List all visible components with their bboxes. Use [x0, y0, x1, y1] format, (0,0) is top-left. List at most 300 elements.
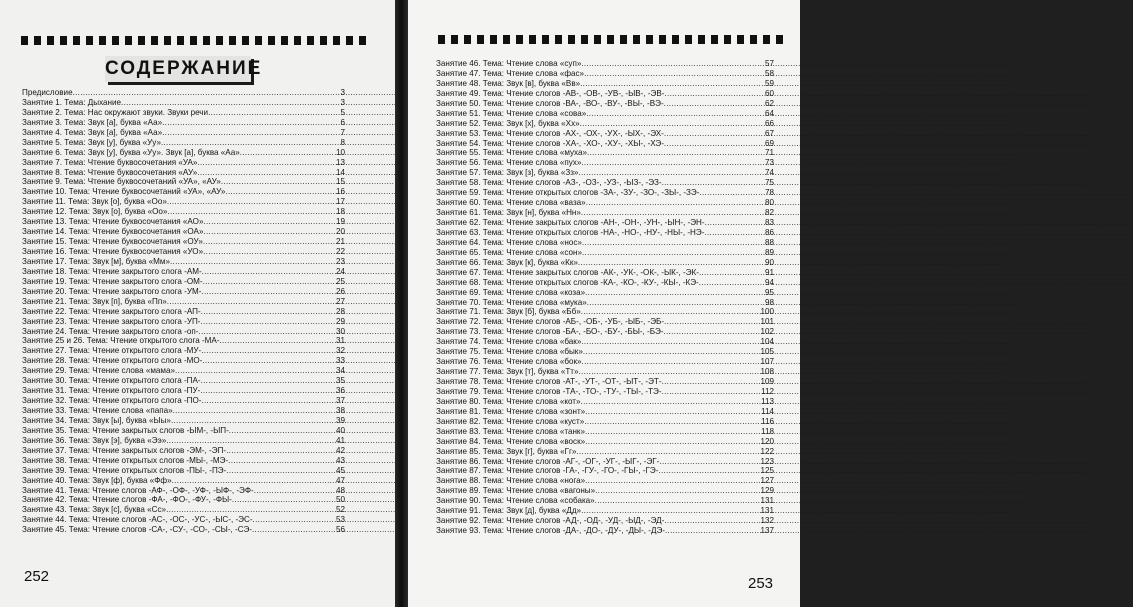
toc-entry-title: Занятие 29. Тема: Чтение слова «мама» — [22, 366, 175, 376]
toc-entry — [436, 298, 774, 308]
toc-entry — [436, 347, 774, 357]
toc-entry-page: 45 — [335, 465, 345, 475]
toc-entry-page: 71 — [764, 148, 774, 158]
toc-entry — [22, 197, 345, 207]
dot-leader — [705, 218, 765, 228]
toc-entry — [436, 268, 774, 278]
toc-entry — [22, 456, 345, 466]
dot-leader — [586, 198, 765, 208]
toc-entry-page: 35 — [335, 376, 345, 386]
toc-entry-page: 41 — [335, 435, 345, 445]
right-page — [408, 0, 800, 607]
toc-entry — [436, 89, 774, 99]
dot-leader — [581, 208, 765, 218]
dot-leader — [581, 158, 765, 168]
dot-leader — [585, 288, 765, 298]
toc-entry-title: Занятие 24. Тема: Чтение закрытого слога -оп- — [22, 326, 199, 336]
toc-entry-page: 86 — [764, 227, 774, 237]
dot-leader — [595, 496, 761, 506]
toc-entry-title: Занятие 78. Тема: Чтение слогов -АТ-, -УТ-, -ОТ-, -ЫТ-, -ЭТ- — [436, 377, 662, 386]
dot-leader — [704, 228, 765, 238]
dot-leader — [662, 178, 765, 188]
dot-leader — [167, 197, 336, 207]
toc-entry-title: Занятие 51. Тема: Чтение слова «сова» — [436, 108, 587, 118]
toc-entry-page: 137 — [760, 526, 774, 536]
dot-leader — [581, 337, 760, 347]
toc-entry-title: Занятие 86. Тема: Чтение слогов -АГ-, -ОГ-, -УГ-, -ЫГ-, -ЭГ- — [436, 456, 660, 466]
toc-entry — [22, 346, 345, 356]
toc-entry-title: Занятие 76. Тема: Чтение слова «бок» — [436, 357, 582, 367]
toc-entry — [436, 288, 774, 298]
toc-entry-page: 53 — [335, 515, 345, 525]
toc-entry — [22, 366, 345, 376]
toc-entry — [22, 277, 345, 287]
toc-entry-page: 26 — [335, 286, 345, 296]
dot-leader — [173, 406, 336, 416]
toc-entry — [436, 417, 774, 427]
toc-entry-page: 3 — [340, 88, 345, 97]
toc-entry-page: 131 — [760, 496, 774, 506]
toc-entry-page: 19 — [335, 217, 345, 227]
toc-entry-title: Занятие 35. Тема: Чтение закрытых слогов -ЫМ-, -ЫП- — [22, 425, 229, 435]
toc-entry-title: Занятие 18. Тема: Чтение закрытого слога -АМ- — [22, 266, 202, 276]
dot-leader — [161, 138, 341, 148]
toc-entry-page: 105 — [760, 347, 774, 357]
dot-leader — [201, 346, 336, 356]
dot-leader — [201, 287, 336, 297]
toc-entry-page: 59 — [764, 78, 774, 88]
toc-entry — [22, 505, 345, 515]
toc-entry-title: Занятие 83. Тема: Чтение слова «танк» — [436, 426, 585, 436]
toc-entry-title: Занятие 82. Тема: Чтение слова «куст» — [436, 416, 585, 426]
toc-entry-page: 60 — [764, 88, 774, 98]
toc-entry-page: 25 — [335, 276, 345, 286]
toc-entry — [436, 307, 774, 317]
dot-leader — [203, 227, 336, 237]
toc-entry — [436, 119, 774, 129]
toc-entry — [436, 248, 774, 258]
toc-entry — [22, 158, 345, 168]
toc-entry — [436, 337, 774, 347]
toc-entry-title: Занятие 85. Тема: Звук [г], буква «Гг» — [436, 446, 577, 456]
toc-entry — [436, 148, 774, 158]
toc-entry — [436, 59, 774, 69]
toc-entry-title: Занятие 70. Тема: Чтение слова «мука» — [436, 297, 587, 307]
toc-entry-page: 109 — [760, 377, 774, 386]
toc-entry — [22, 307, 345, 317]
dot-leader — [664, 129, 765, 139]
toc-entry — [22, 466, 345, 476]
toc-entry — [22, 287, 345, 297]
toc-entry — [22, 187, 345, 197]
dot-leader — [201, 376, 336, 386]
dot-leader — [581, 397, 762, 407]
dot-leader — [580, 119, 765, 129]
toc-entry-title: Занятие 17. Тема: Звук [м], буква «Мм» — [22, 256, 170, 266]
dot-leader — [664, 99, 765, 109]
dotted-border-top — [438, 35, 783, 44]
toc-entry — [22, 237, 345, 247]
toc-entry — [22, 495, 345, 505]
toc-entry-page: 8 — [340, 137, 345, 147]
toc-entry — [436, 397, 774, 407]
toc-entry-title: Занятие 61. Тема: Звук [н], буква «Нн» — [436, 208, 581, 218]
dot-leader — [198, 327, 336, 337]
toc-entry — [22, 98, 345, 108]
dot-leader — [203, 277, 336, 287]
dotted-border-top — [21, 36, 369, 45]
toc-entry-title: Занятие 5. Тема: Звук [у], буква «Уу» — [22, 137, 161, 147]
toc-entry — [436, 228, 774, 238]
toc-entry-title: Занятие 75. Тема: Чтение слова «бык» — [436, 347, 583, 357]
toc-entry — [436, 447, 774, 457]
toc-entry-page: 100 — [760, 307, 774, 317]
toc-entry — [22, 426, 345, 436]
toc-entry — [22, 138, 345, 148]
toc-entry — [22, 207, 345, 217]
dot-leader — [662, 377, 761, 387]
toc-entry-page: 14 — [335, 167, 345, 177]
toc-entry — [22, 376, 345, 386]
toc-entry — [436, 278, 774, 288]
toc-entry-title: Занятие 52. Тема: Звук [х], буква «Хх» — [436, 118, 580, 128]
toc-entry-page: 48 — [335, 485, 345, 495]
book-gutter — [395, 0, 408, 607]
dot-leader — [699, 268, 765, 278]
toc-entry-page: 5 — [340, 107, 345, 117]
toc-entry-page: 13 — [335, 157, 345, 167]
toc-entry-title: Занятие 38. Тема: Чтение открытых слогов -МЫ-, -МЭ- — [22, 455, 229, 465]
dot-leader — [587, 298, 765, 308]
toc-entry — [22, 88, 345, 98]
toc-entry-page: 129 — [760, 486, 774, 496]
toc-entry — [436, 367, 774, 377]
page-number-left: 252 — [24, 568, 50, 585]
toc-entry-page: 108 — [760, 367, 774, 377]
toc-entry-page: 91 — [764, 267, 774, 277]
toc-entry — [436, 238, 774, 248]
toc-entry-title: Занятие 3. Тема: Звук [а], буква «Аа» — [22, 117, 163, 127]
toc-entry-title: Предисловие — [22, 88, 73, 97]
toc-entry-page: 107 — [760, 357, 774, 367]
toc-entry-title: Занятие 55. Тема: Чтение слова «муха» — [436, 148, 588, 158]
toc-entry-page: 34 — [335, 366, 345, 376]
toc-entry — [436, 516, 774, 526]
dot-leader — [232, 495, 336, 505]
toc-entry-page: 21 — [335, 237, 345, 247]
toc-entry-page: 82 — [764, 208, 774, 218]
toc-entry-title: Занятие 37. Тема: Чтение закрытых слогов -ЭМ-, -ЭП- — [22, 445, 227, 455]
toc-entry — [22, 476, 345, 486]
toc-entry-title: Занятие 13. Тема: Чтение буквосочетания «АО» — [22, 217, 204, 227]
toc-entry-title: Занятие 4. Тема: Звук [а], буква «Аа» — [22, 127, 163, 137]
dot-leader — [586, 109, 765, 119]
toc-entry-title: Занятие 34. Тема: Звук [ы], буква «Ыы» — [22, 415, 171, 425]
toc-entry — [436, 357, 774, 367]
toc-entry-title: Занятие 21. Тема: Звук [п], буква «Пп» — [22, 296, 167, 306]
toc-entry-title: Занятие 93. Тема: Чтение слогов -ДА-, -ДО-, -ДУ-, -ДЫ-, -ДЭ- — [436, 526, 665, 536]
toc-entry-page: 125 — [760, 466, 774, 476]
toc-entry — [436, 178, 774, 188]
toc-entry-page: 10 — [335, 147, 345, 157]
dot-leader — [664, 317, 760, 327]
toc-entry-title: Занятие 84. Тема: Чтение слова «воск» — [436, 436, 586, 446]
toc-entry-title: Занятие 33. Тема: Чтение слова «папа» — [22, 406, 173, 415]
toc-entry-title: Занятие 74. Тема: Чтение слова «бак» — [436, 337, 582, 347]
dot-leader — [226, 466, 336, 476]
toc-entry-title: Занятие 63. Тема: Чтение открытых слогов -НА-, -НО-, -НУ-, -НЫ-, -НЭ- — [436, 227, 705, 237]
toc-entry — [22, 108, 345, 118]
toc-entry — [436, 79, 774, 89]
dot-leader — [664, 327, 761, 337]
toc-entry-title: Занятие 8. Тема: Чтение буквосочетания «АУ» — [22, 167, 198, 177]
dot-leader — [583, 347, 761, 357]
dot-leader — [171, 416, 336, 426]
toc-entry-page: 83 — [764, 218, 774, 227]
toc-entry-page: 66 — [764, 118, 774, 128]
dot-leader — [664, 516, 760, 526]
toc-entry — [22, 168, 345, 178]
toc-entry — [436, 506, 774, 516]
dot-leader — [585, 427, 761, 437]
toc-entry-title: Занятие 77. Тема: Звук [т], буква «Тт» — [436, 367, 579, 377]
toc-entry — [22, 436, 345, 446]
dot-leader — [662, 387, 762, 397]
toc-entry — [436, 317, 774, 327]
toc-entry — [436, 427, 774, 437]
toc-entry-title: Занятие 53. Тема: Чтение слогов -АХ-, -ОХ-, -УХ-, -ЫХ-, -ЭХ- — [436, 128, 664, 138]
toc-entry-title: Занятие 45. Тема: Чтение слогов -СА-, -СУ-, -СО-, -СЫ-, -СЭ- — [22, 525, 252, 535]
toc-entry-page: 23 — [335, 256, 345, 266]
dot-leader — [578, 258, 765, 268]
toc-entry-page: 40 — [335, 425, 345, 435]
toc-entry — [436, 168, 774, 178]
toc-entry — [436, 188, 774, 198]
toc-entry-title: Занятие 72. Тема: Чтение слогов -АБ-, -ОБ-, -УБ-, -ЫБ-, -ЭБ- — [436, 317, 665, 327]
toc-entry-title: Занятие 9. Тема: Чтение буквосочетаний «УА», «АУ» — [22, 177, 221, 187]
toc-entry — [436, 457, 774, 467]
toc-entry-title: Занятие 32. Тема: Чтение открытого слога -ПО- — [22, 396, 202, 406]
dot-leader — [581, 307, 761, 317]
toc-entry-page: 24 — [335, 266, 345, 276]
toc-entry-title: Занятие 67. Тема: Чтение закрытых слогов -АК-, -УК-, -ОК-, -ЫК-, -ЭК- — [436, 267, 699, 277]
toc-entry-title: Занятие 10. Тема: Чтение буквосочетаний «УА», «АУ» — [22, 187, 226, 197]
toc-entry-page: 101 — [760, 317, 774, 327]
dot-leader — [197, 168, 336, 178]
toc-entry-title: Занятие 25 и 26. Тема: Чтение открытого слога -МА- — [22, 336, 220, 346]
toc-entry-title: Занятие 49. Тема: Чтение слогов -АВ-, -ОВ-, -УВ-, -ЫВ-, -ЭВ- — [436, 88, 665, 98]
toc-entry-title: Занятие 81. Тема: Чтение слова «зонт» — [436, 406, 586, 416]
dot-leader — [699, 188, 765, 198]
toc-entry-title: Занятие 41. Тема: Чтение слогов -АФ-, -ОФ-, -УФ-, -ЫФ-, -ЭФ- — [22, 485, 254, 495]
dot-leader — [664, 89, 765, 99]
dot-leader — [203, 217, 336, 227]
dot-leader — [202, 267, 336, 277]
toc-entry-title: Занятие 64. Тема: Чтение слова «нос» — [436, 237, 582, 247]
toc-entry-page: 120 — [760, 436, 774, 446]
dot-leader — [576, 447, 760, 457]
toc-entry — [22, 148, 345, 158]
toc-entry-page: 78 — [764, 188, 774, 198]
toc-entry-title: Занятие 40. Тема: Звук [ф], буква «Фф» — [22, 475, 172, 485]
toc-entry-title: Занятие 62. Тема: Чтение закрытых слогов -АН-, -ОН-, -УН-, -ЫН-, -ЭН- — [436, 218, 705, 227]
toc-entry-title: Занятие 1. Тема: Дыхание — [22, 97, 122, 107]
toc-entry-page: 32 — [335, 346, 345, 356]
toc-entry-title: Занятие 15. Тема: Чтение буквосочетания «ОУ» — [22, 237, 203, 247]
toc-entry — [22, 267, 345, 277]
toc-entry-title: Занятие 79. Тема: Чтение слогов -ТА-, -ТО-, -ТУ-, -ТЫ-, -ТЭ- — [436, 386, 662, 396]
dot-leader — [585, 437, 760, 447]
toc-entry — [22, 257, 345, 267]
dot-leader — [581, 59, 765, 69]
toc-entry — [436, 109, 774, 119]
toc-entry-title: Занятие 89. Тема: Чтение слова «вагоны» — [436, 486, 596, 496]
dot-leader — [202, 356, 336, 366]
dot-leader — [226, 446, 336, 456]
toc-entry-page: 18 — [335, 207, 345, 217]
toc-entry-title: Занятие 28. Тема: Чтение открытого слога -МО- — [22, 356, 203, 366]
toc-entry — [436, 208, 774, 218]
toc-entry — [436, 69, 774, 79]
toc-entry — [436, 218, 774, 228]
dot-leader — [203, 247, 336, 257]
toc-entry-page: 89 — [764, 247, 774, 257]
toc-entry-title: Занятие 14. Тема: Чтение буквосочетания «ОА» — [22, 227, 204, 237]
toc-entry-title: Занятие 57. Тема: Звук [з], буква «Зз» — [436, 168, 579, 178]
toc-entry-page: 30 — [335, 326, 345, 336]
dot-leader — [221, 177, 336, 187]
toc-entry-page: 69 — [764, 138, 774, 148]
toc-entry-page: 57 — [764, 59, 774, 68]
dot-leader — [167, 207, 336, 217]
toc-entry-page: 80 — [764, 198, 774, 208]
dot-leader — [252, 525, 336, 535]
toc-entry-title: Занятие 71. Тема: Звук [б], буква «Бб» — [436, 307, 581, 317]
left-page — [0, 0, 395, 607]
toc-entry-page: 58 — [764, 68, 774, 78]
toc-entry-title: Занятие 58. Тема: Чтение слогов -АЗ-, -ОЗ-, -УЗ-, -ЫЗ-, -ЭЗ- — [436, 178, 662, 188]
toc-entry — [436, 387, 774, 397]
page-number-right: 253 — [748, 575, 774, 592]
dot-leader — [699, 278, 765, 288]
toc-entry-page: 98 — [764, 297, 774, 307]
toc-entry-title: Занятие 80. Тема: Чтение слова «кот» — [436, 396, 581, 406]
toc-entry-title: Занятие 20. Тема: Чтение закрытого слога -УМ- — [22, 286, 202, 296]
toc-entry-page: 42 — [335, 445, 345, 455]
dot-leader — [162, 128, 340, 138]
dot-leader — [201, 396, 336, 406]
toc-entry-page: 116 — [761, 416, 774, 426]
toc-entry-title: Занятие 69. Тема: Чтение слова «коза» — [436, 287, 586, 297]
page-title: СОДЕРЖАНИЕ — [105, 56, 251, 82]
toc-entry-page: 132 — [760, 516, 774, 526]
dot-leader — [585, 407, 761, 417]
dot-leader — [228, 456, 336, 466]
toc-entry — [22, 356, 345, 366]
toc-entry-title: Занятие 30. Тема: Чтение открытого слога -ПА- — [22, 376, 201, 386]
toc-entry — [436, 129, 774, 139]
toc-entry-title: Занятие 11. Тема: Звук [о], буква «Оо» — [22, 197, 167, 207]
toc-entry — [22, 336, 345, 346]
toc-entry-page: 90 — [764, 257, 774, 267]
toc-entry-page: 43 — [335, 455, 345, 465]
dot-leader — [253, 515, 336, 525]
toc-entry — [22, 247, 345, 257]
toc-entry-title: Занятие 56. Тема: Чтение слова «пух» — [436, 158, 582, 168]
toc-entry — [22, 486, 345, 496]
toc-entry-page: 16 — [335, 187, 345, 197]
dot-leader — [208, 108, 340, 118]
dot-leader — [197, 158, 336, 168]
toc-entry-title: Занятие 22. Тема: Чтение закрытого слога -АП- — [22, 306, 201, 316]
toc-entry-title: Занятие 19. Тема: Чтение закрытого слога -ОМ- — [22, 276, 203, 286]
toc-entry-title: Занятие 50. Тема: Чтение слогов -ВА-, -ВО-, -ВУ-, -ВЫ-, -ВЭ- — [436, 98, 664, 108]
dot-leader — [166, 505, 336, 515]
toc-entry-title: Занятие 36. Тема: Звук [э], буква «Ээ» — [22, 435, 167, 445]
toc-entry-title: Занятие 92. Тема: Чтение слогов -АД-, -ОД-, -УД-, -ЫД-, -ЭД- — [436, 516, 665, 526]
toc-entry-page: 6 — [340, 117, 345, 127]
toc-entry-page: 3 — [340, 97, 345, 107]
toc-entry-title: Занятие 31. Тема: Чтение открытого слога -ПУ- — [22, 386, 201, 396]
toc-entry-title: Занятие 73. Тема: Чтение слогов -БА-, -БО-, -БУ-, -БЫ-, -БЭ- — [436, 327, 664, 337]
toc-entry-page: 104 — [760, 337, 774, 347]
toc-entry-page: 88 — [764, 237, 774, 247]
dot-leader — [220, 336, 336, 346]
toc-entry — [22, 217, 345, 227]
toc-entry-page: 94 — [764, 277, 774, 287]
toc-entry-page: 64 — [764, 108, 774, 118]
toc-entry-title: Занятие 65. Тема: Чтение слова «сон» — [436, 247, 582, 257]
dot-leader — [580, 79, 765, 89]
toc-entry-title: Занятие 16. Тема: Чтение буквосочетания «УО» — [22, 247, 204, 256]
dot-leader — [172, 476, 336, 486]
toc-entry-page: 131 — [760, 506, 774, 516]
toc-entry — [436, 526, 774, 536]
table-of-contents-left — [22, 88, 345, 535]
dot-leader — [201, 307, 336, 317]
toc-entry-title: Занятие 46. Тема: Чтение слова «суп» — [436, 59, 582, 68]
dot-leader — [578, 367, 760, 377]
toc-entry-page: 52 — [335, 505, 345, 515]
toc-entry — [436, 139, 774, 149]
toc-entry-page: 20 — [335, 227, 345, 237]
toc-entry — [22, 128, 345, 138]
toc-entry-page: 75 — [764, 178, 774, 188]
dot-leader — [240, 148, 336, 158]
toc-entry-page: 62 — [764, 98, 774, 108]
toc-entry-title: Занятие 59. Тема: Чтение открытых слогов -ЗА-, -ЗУ-, -ЗО-, -ЗЫ-, -ЗЭ- — [436, 188, 700, 198]
toc-entry-title: Занятие 23. Тема: Чтение закрытого слога -УП- — [22, 316, 201, 326]
toc-entry-page: 47 — [335, 475, 345, 485]
dot-leader — [584, 417, 761, 427]
toc-entry-title: Занятие 88. Тема: Чтение слова «нога» — [436, 476, 586, 486]
dot-leader — [73, 88, 341, 98]
toc-entry — [22, 515, 345, 525]
toc-entry-page: 39 — [335, 415, 345, 425]
toc-entry — [436, 377, 774, 387]
toc-entry-page: 33 — [335, 356, 345, 366]
toc-entry — [22, 386, 345, 396]
toc-entry-page: 123 — [760, 456, 774, 466]
toc-entry-page: 28 — [335, 306, 345, 316]
dot-leader — [659, 457, 760, 467]
toc-entry-page: 112 — [761, 386, 774, 396]
toc-entry-page: 27 — [335, 296, 345, 306]
dot-leader — [200, 386, 336, 396]
dot-leader — [254, 486, 336, 496]
toc-entry — [436, 496, 774, 506]
toc-entry-page: 38 — [335, 406, 345, 415]
